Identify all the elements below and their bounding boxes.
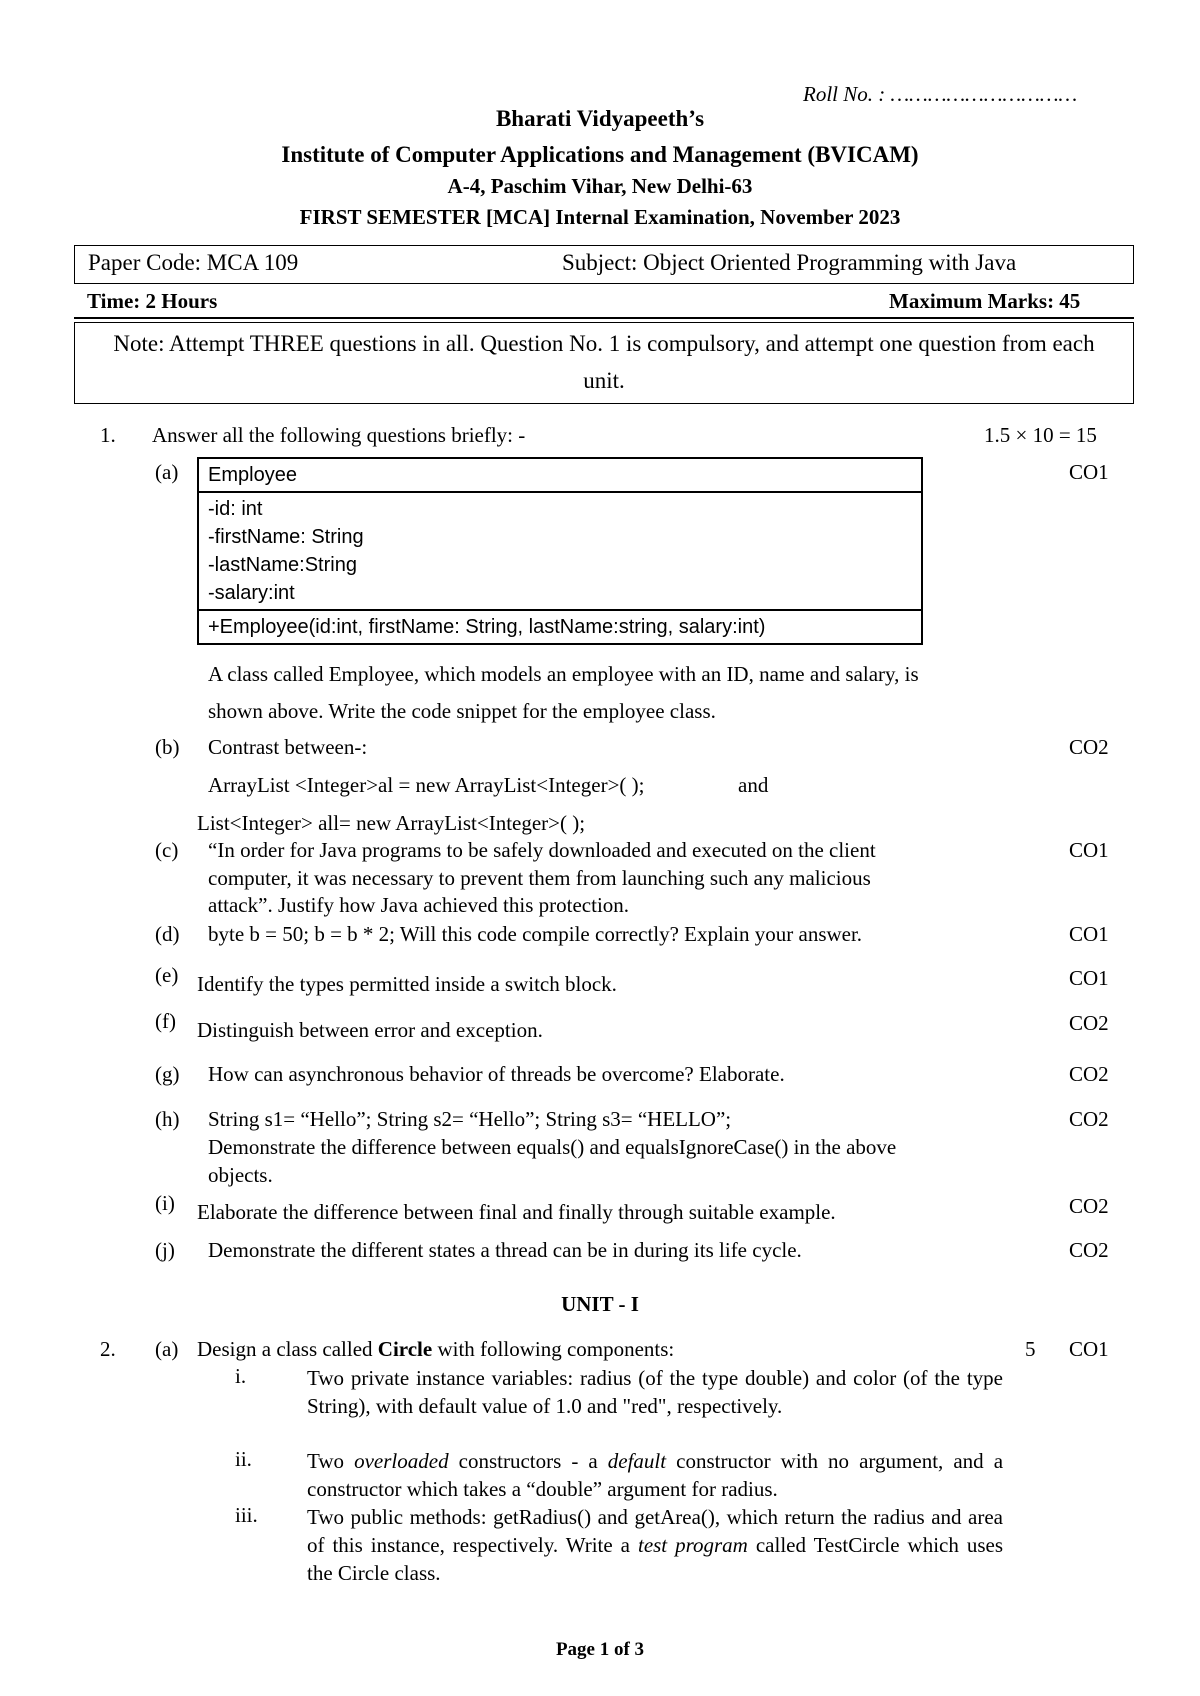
paper-info-box (74, 245, 1134, 284)
course-outcome: CO1 (1069, 966, 1109, 990)
item-text-part: called TestCircle which uses the Circle class. (307, 1533, 1004, 1585)
item-text-emphasis: default (607, 1449, 667, 1473)
part-text: attack”. Justify how Java achieved this protection. (208, 893, 630, 917)
part-label: (g) (155, 1062, 180, 1086)
page-number: Page 1 of 3 (555, 1639, 645, 1660)
item-text-emphasis: test program (637, 1533, 748, 1557)
course-outcome: CO2 (1069, 1011, 1109, 1035)
code-snippet: ArrayList <Integer>al = new ArrayList<Integer>( ); (208, 773, 645, 797)
part-label: (i) (155, 1191, 175, 1215)
class-name-bold: Circle (377, 1337, 433, 1361)
part-text: Elaborate the difference between final and finally through suitable example. (197, 1200, 836, 1224)
course-outcome: CO2 (1069, 1194, 1109, 1218)
uml-attribute: -firstName: String (208, 526, 364, 548)
course-outcome: CO1 (1069, 1337, 1109, 1361)
part-label: (h) (155, 1107, 180, 1131)
item-text-part: Two public methods: getRadius() and getArea(), which return the radius and area of this instance, respectively. Write a (307, 1505, 1003, 1557)
part-text: and (738, 773, 769, 797)
uml-class-diagram (197, 457, 923, 645)
roll-number-field: Roll No. : ………………………… (803, 82, 1078, 106)
subject: Subject: Object Oriented Programming with Java (562, 250, 1017, 275)
part-label: (a) (155, 460, 179, 484)
unit-heading: UNIT - I (561, 1292, 639, 1316)
course-outcome: CO2 (1069, 735, 1109, 759)
max-marks: Maximum Marks: 45 (889, 289, 1081, 313)
uml-attributes (199, 491, 921, 609)
uml-attribute: -salary:int (208, 582, 295, 604)
intro-text: Design a class called (197, 1337, 373, 1361)
divider (74, 317, 1134, 319)
institute-name: Bharati Vidyapeeth’s (495, 106, 705, 131)
intro-text: with following components: (437, 1337, 675, 1361)
part-label: (d) (155, 922, 180, 946)
part-text: How can asynchronous behavior of threads be overcome? Elaborate. (208, 1062, 785, 1086)
uml-attribute: -id: int (208, 498, 263, 520)
item-text: Two private instance variables: radius (of the type double) and color (of the type String), with default value of 1.0 and "red", respectively. (307, 1366, 1003, 1418)
question-number: 1. (100, 423, 116, 447)
item-text-part: constructors - a (458, 1449, 598, 1473)
item-text-emphasis: overloaded (354, 1449, 449, 1473)
item-text (307, 1503, 1003, 1587)
question-number: 2. (100, 1337, 116, 1361)
item-number: i. (235, 1364, 247, 1388)
part-text: A class called Employee, which models an employee with an ID, name and salary, is (208, 662, 919, 686)
part-text: Distinguish between error and exception. (197, 1018, 543, 1042)
part-label: (a) (155, 1337, 179, 1361)
exam-time: Time: 2 Hours (87, 289, 218, 313)
code-snippet: String s1= “Hello”; String s2= “Hello”; String s3= “HELLO”; (208, 1107, 732, 1131)
part-text: Contrast between-: (208, 735, 368, 759)
exam-title: FIRST SEMESTER [MCA] Internal Examination, November 2023 (299, 205, 901, 229)
item-text-part: constructor with no argument, and a constructor which takes a “double” argument for radius. (307, 1449, 1004, 1501)
code-snippet: List<Integer> all= new ArrayList<Integer>( ); (197, 811, 586, 835)
part-text: Identify the types permitted inside a switch block. (197, 972, 617, 996)
question-marks: 1.5 × 10 = 15 (984, 423, 1097, 447)
item-number: iii. (235, 1503, 258, 1527)
uml-attribute: -lastName:String (208, 554, 357, 576)
paper-code: Paper Code: MCA 109 (88, 250, 299, 275)
instructions-note: Note: Attempt THREE questions in all. Question No. 1 is compulsory, and attempt one question from each unit. (74, 322, 1134, 404)
part-label: (e) (155, 963, 179, 987)
course-outcome: CO2 (1069, 1062, 1109, 1086)
part-text: objects. (208, 1163, 273, 1187)
college-address: A-4, Paschim Vihar, New Delhi-63 (447, 174, 753, 198)
part-label: (c) (155, 838, 179, 862)
part-text: byte b = 50; b = b * 2; Will this code compile correctly? Explain your answer. (208, 922, 863, 946)
item-text (307, 1447, 1003, 1503)
question-marks: 5 (1025, 1337, 1036, 1361)
course-outcome: CO2 (1069, 1107, 1109, 1131)
part-text: “In order for Java programs to be safely downloaded and executed on the client (208, 838, 876, 862)
item-text-part: Two (307, 1449, 345, 1473)
course-outcome: CO2 (1069, 1238, 1109, 1262)
question-text (197, 1337, 674, 1362)
part-label: (j) (155, 1238, 175, 1262)
part-text: Demonstrate the different states a thread can be in during its life cycle. (208, 1238, 802, 1262)
course-outcome: CO1 (1069, 838, 1109, 862)
course-outcome: CO1 (1069, 922, 1109, 946)
item-number: ii. (235, 1447, 252, 1471)
uml-method: +Employee(id:int, firstName: String, lastName:string, salary:int) (199, 609, 921, 643)
course-outcome: CO1 (1069, 460, 1109, 484)
part-text: computer, it was necessary to prevent them from launching such any malicious (208, 866, 871, 890)
question-text: Answer all the following questions briefly: - (152, 423, 526, 447)
uml-class-name: Employee (208, 464, 297, 486)
part-label: (f) (155, 1009, 176, 1033)
part-text: shown above. Write the code snippet for the employee class. (208, 699, 716, 723)
part-label: (b) (155, 735, 180, 759)
part-text: Demonstrate the difference between equals() and equalsIgnoreCase() in the above (208, 1135, 897, 1159)
college-name: Institute of Computer Applications and Management (BVICAM) (281, 142, 919, 167)
